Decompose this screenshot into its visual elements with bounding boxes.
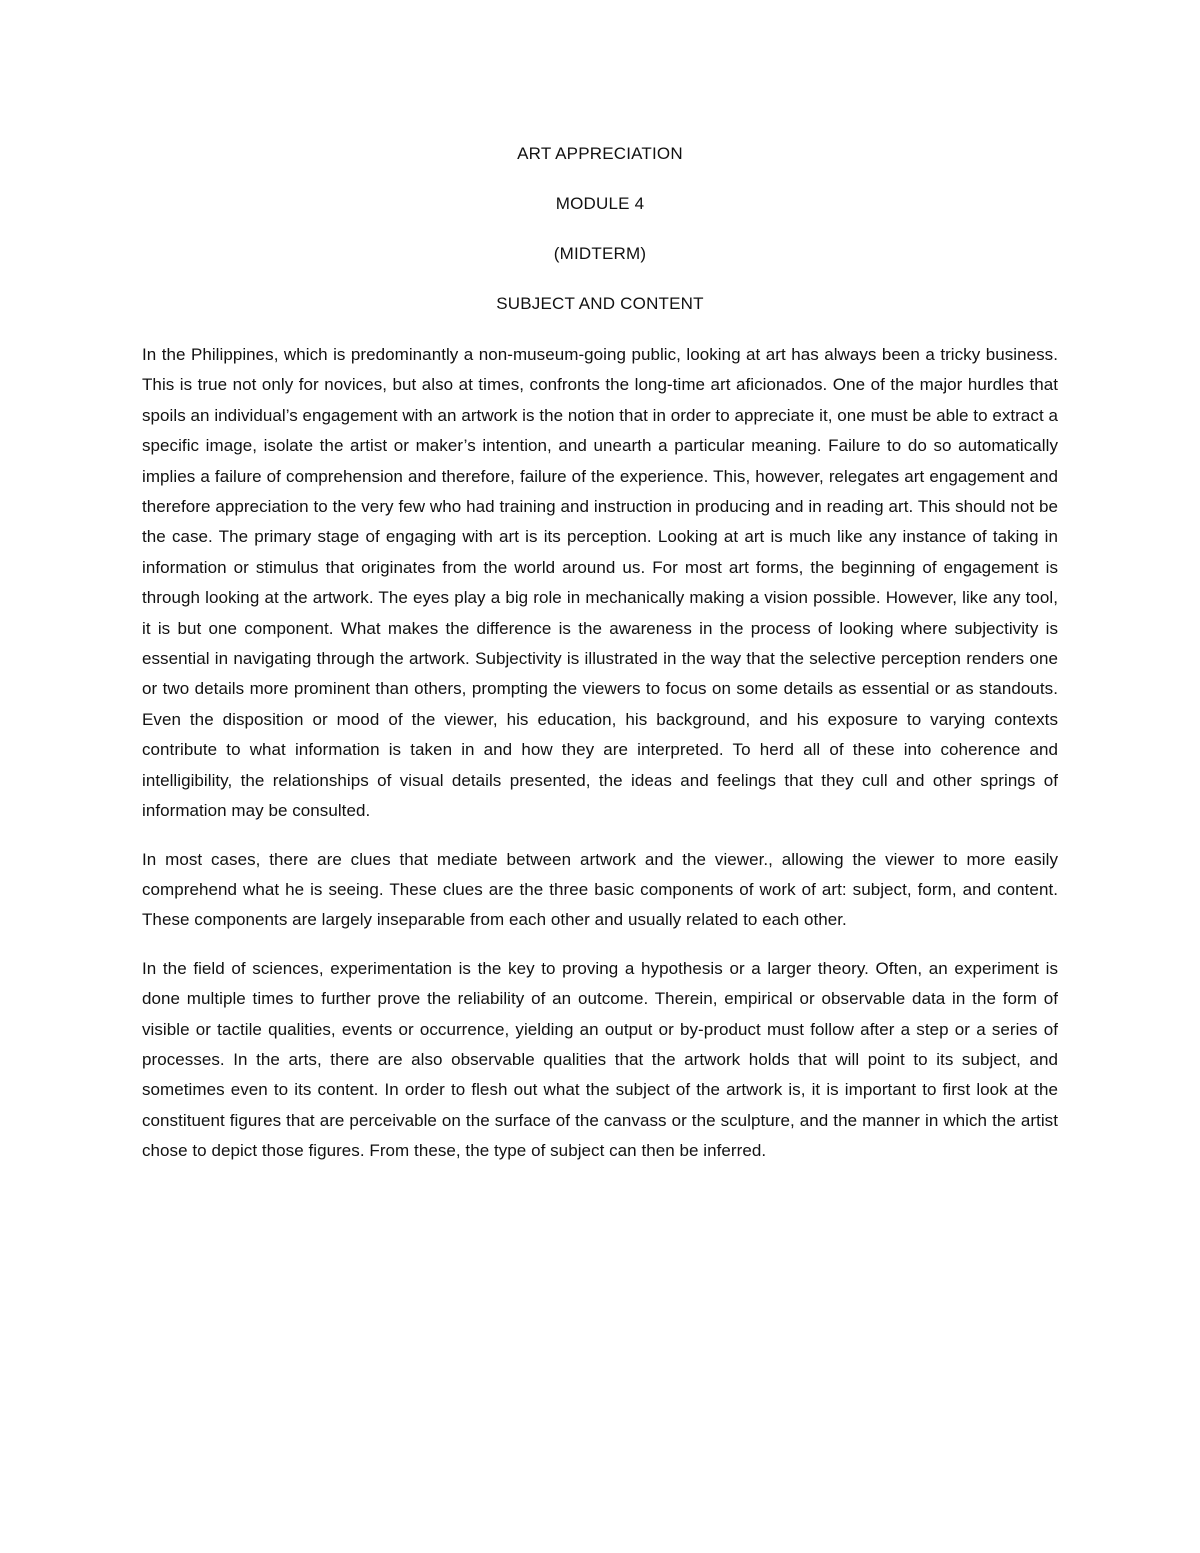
document-headings: [142, 142, 1058, 316]
paragraph-observable-qualities: In the field of sciences, experimentation is the key to proving a hypothesis or a larger theory. Often, an experiment is done multiple times to further prove the reliability of an outcome. Therein, empirical or observable data in the form of visible or tactile qualities, events or occurrence, yielding an output or by-product must follow after a step or a series of processes. In the arts, there are also observable qualities that the artwork holds that will point to its subject, and sometimes even to its content. In order to flesh out what the subject of the artwork is, it is important to first look at the constituent figures that are perceivable on the surface of the canvass or the sculpture, and the manner in which the artist chose to depict those figures. From these, the type of subject can then be inferred.: [142, 958, 1058, 1161]
term-label: (MIDTERM): [553, 244, 647, 263]
document-body: [142, 340, 1058, 1185]
section-title: SUBJECT AND CONTENT: [496, 294, 704, 313]
course-title: ART APPRECIATION: [517, 144, 683, 163]
paragraph-components: In most cases, there are clues that mediate between artwork and the viewer., allowing the viewer to more easily comprehend what he is seeing. These clues are the three basic components of work of art: subject, form, and content. These components are largely inseparable from each other and usually related to each other.: [142, 849, 1058, 930]
module-number: MODULE 4: [555, 194, 645, 213]
paragraph-perception: In the Philippines, which is predominantly a non-museum-going public, looking at art has always been a tricky business. This is true not only for novices, but also at times, confronts the long-time art aficionados. One of the major hurdles that spoils an individual’s engagement with an artwork is the notion that in order to appreciate it, one must be able to extract a specific image, isolate the artist or maker’s intention, and unearth a particular meaning. Failure to do so automatically implies a failure of comprehension and therefore, failure of the experience. This, however, relegates art engagement and therefore appreciation to the very few who had training and instruction in producing and in reading art. This should not be the case. The primary stage of engaging with art is its perception. Looking at art is much like any instance of taking in information or stimulus that originates from the world around us. For most art forms, the beginning of engagement is through looking at the artwork. The eyes play a big role in mechanically making a vision possible. However, like any tool, it is but one component. What makes the difference is the awareness in the process of looking where subjectivity is essential in navigating through the artwork. Subjectivity is illustrated in the way that the selective perception renders one or two details more prominent than others, prompting the viewers to focus on some details as essential or as standouts. Even the disposition or mood of the viewer, his education, his background, and his exposure to varying contexts contribute to what information is taken in and how they are interpreted. To herd all of these into coherence and intelligibility, the relationships of visual details presented, the ideas and feelings that they cull and other springs of information may be consulted.: [142, 345, 1058, 821]
